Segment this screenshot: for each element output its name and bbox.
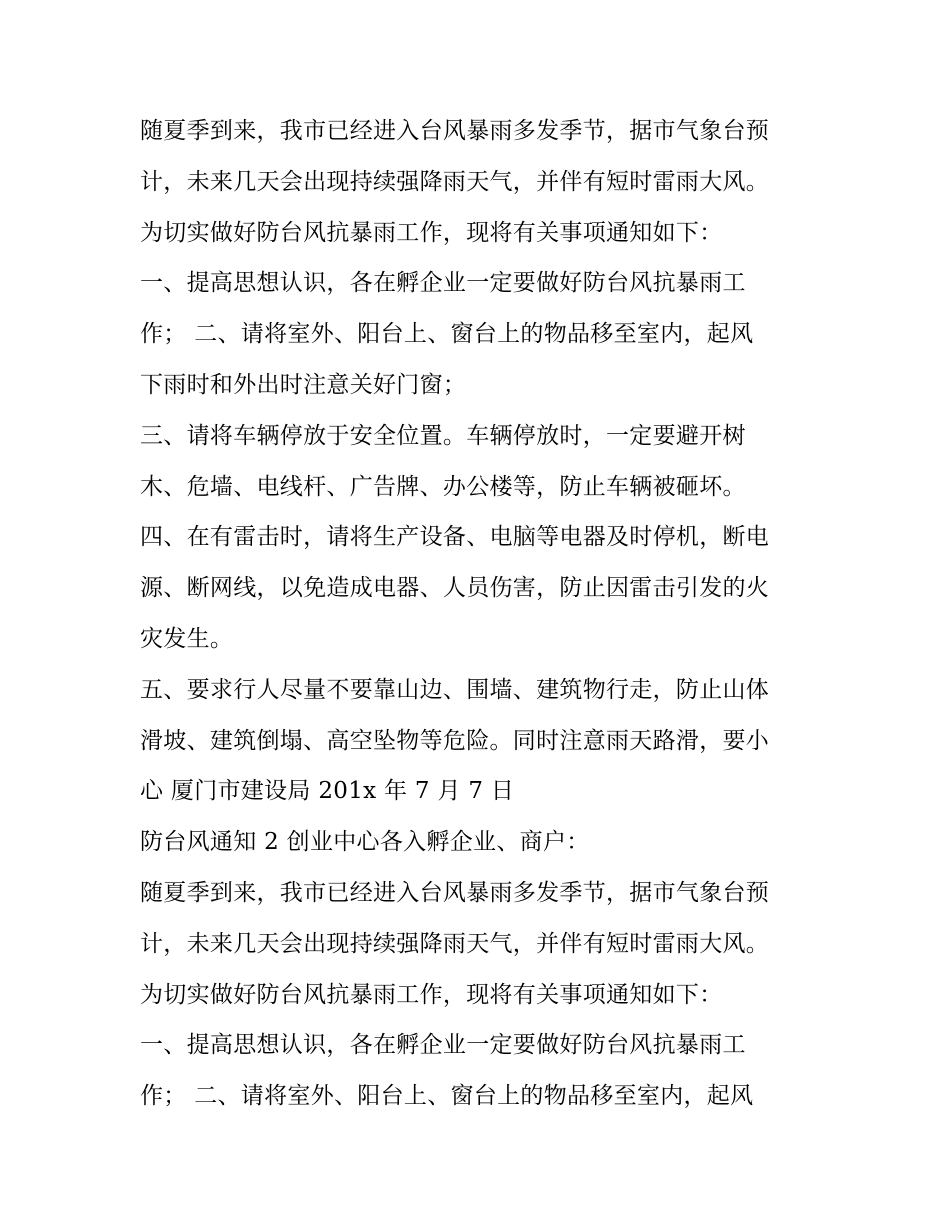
text-line-19: 一、提高思想认识，各在孵企业一定要做好防台风抗暴雨工 [140,1032,746,1059]
text-line-12: 五、要求行人尽量不要靠山边、围墙、建筑物行走，防止山体 [140,676,770,703]
notice-heading-line: 防台风通知 2 创业中心各入孵企业、商户： [140,829,590,856]
text-line-7: 三、请将车辆停放于安全位置。车辆停放时，一定要避开树 [140,422,746,449]
text-line-10: 源、断网线，以免造成电器、人员伤害，防止因雷击引发的火 [140,575,770,602]
text-line-16: 随夏季到来，我市已经进入台风暴雨多发季节，据市气象台预 [140,879,770,906]
text-line-3: 为切实做好防台风抗暴雨工作，现将有关事项通知如下： [140,219,723,246]
text-line-9: 四、在有雷击时，请将生产设备、电脑等电器及时停机，断电 [140,524,770,551]
text-line-17: 计，未来几天会出现持续强降雨天气，并伴有短时雷雨大风。 [140,930,770,957]
text-line-18: 为切实做好防台风抗暴雨工作，现将有关事项通知如下： [140,981,723,1008]
signature-line: 心 厦门市建设局 201x 年 7 月 7 日 [140,778,515,805]
text-line-1: 随夏季到来，我市已经进入台风暴雨多发季节，据市气象台预 [140,118,770,144]
text-line-8: 木、危墙、电线杆、广告牌、办公楼等，防止车辆被砸坏。 [140,473,746,500]
text-line-4: 一、提高思想认识，各在孵企业一定要做好防台风抗暴雨工 [140,270,746,297]
text-line-6: 下雨时和外出时注意关好门窗； [140,371,467,398]
text-line-5: 作； 二、请将室外、阳台上、窗台上的物品移至室内，起风 [140,321,754,348]
text-line-20: 作； 二、请将室外、阳台上、窗台上的物品移至室内，起风 [140,1083,754,1110]
text-line-2: 计，未来几天会出现持续强降雨天气，并伴有短时雷雨大风。 [140,168,770,195]
text-line-11: 灾发生。 [140,625,234,652]
document-body [140,106,830,1122]
text-line-13: 滑坡、建筑倒塌、高空坠物等危险。同时注意雨天路滑，要小 [140,727,770,754]
